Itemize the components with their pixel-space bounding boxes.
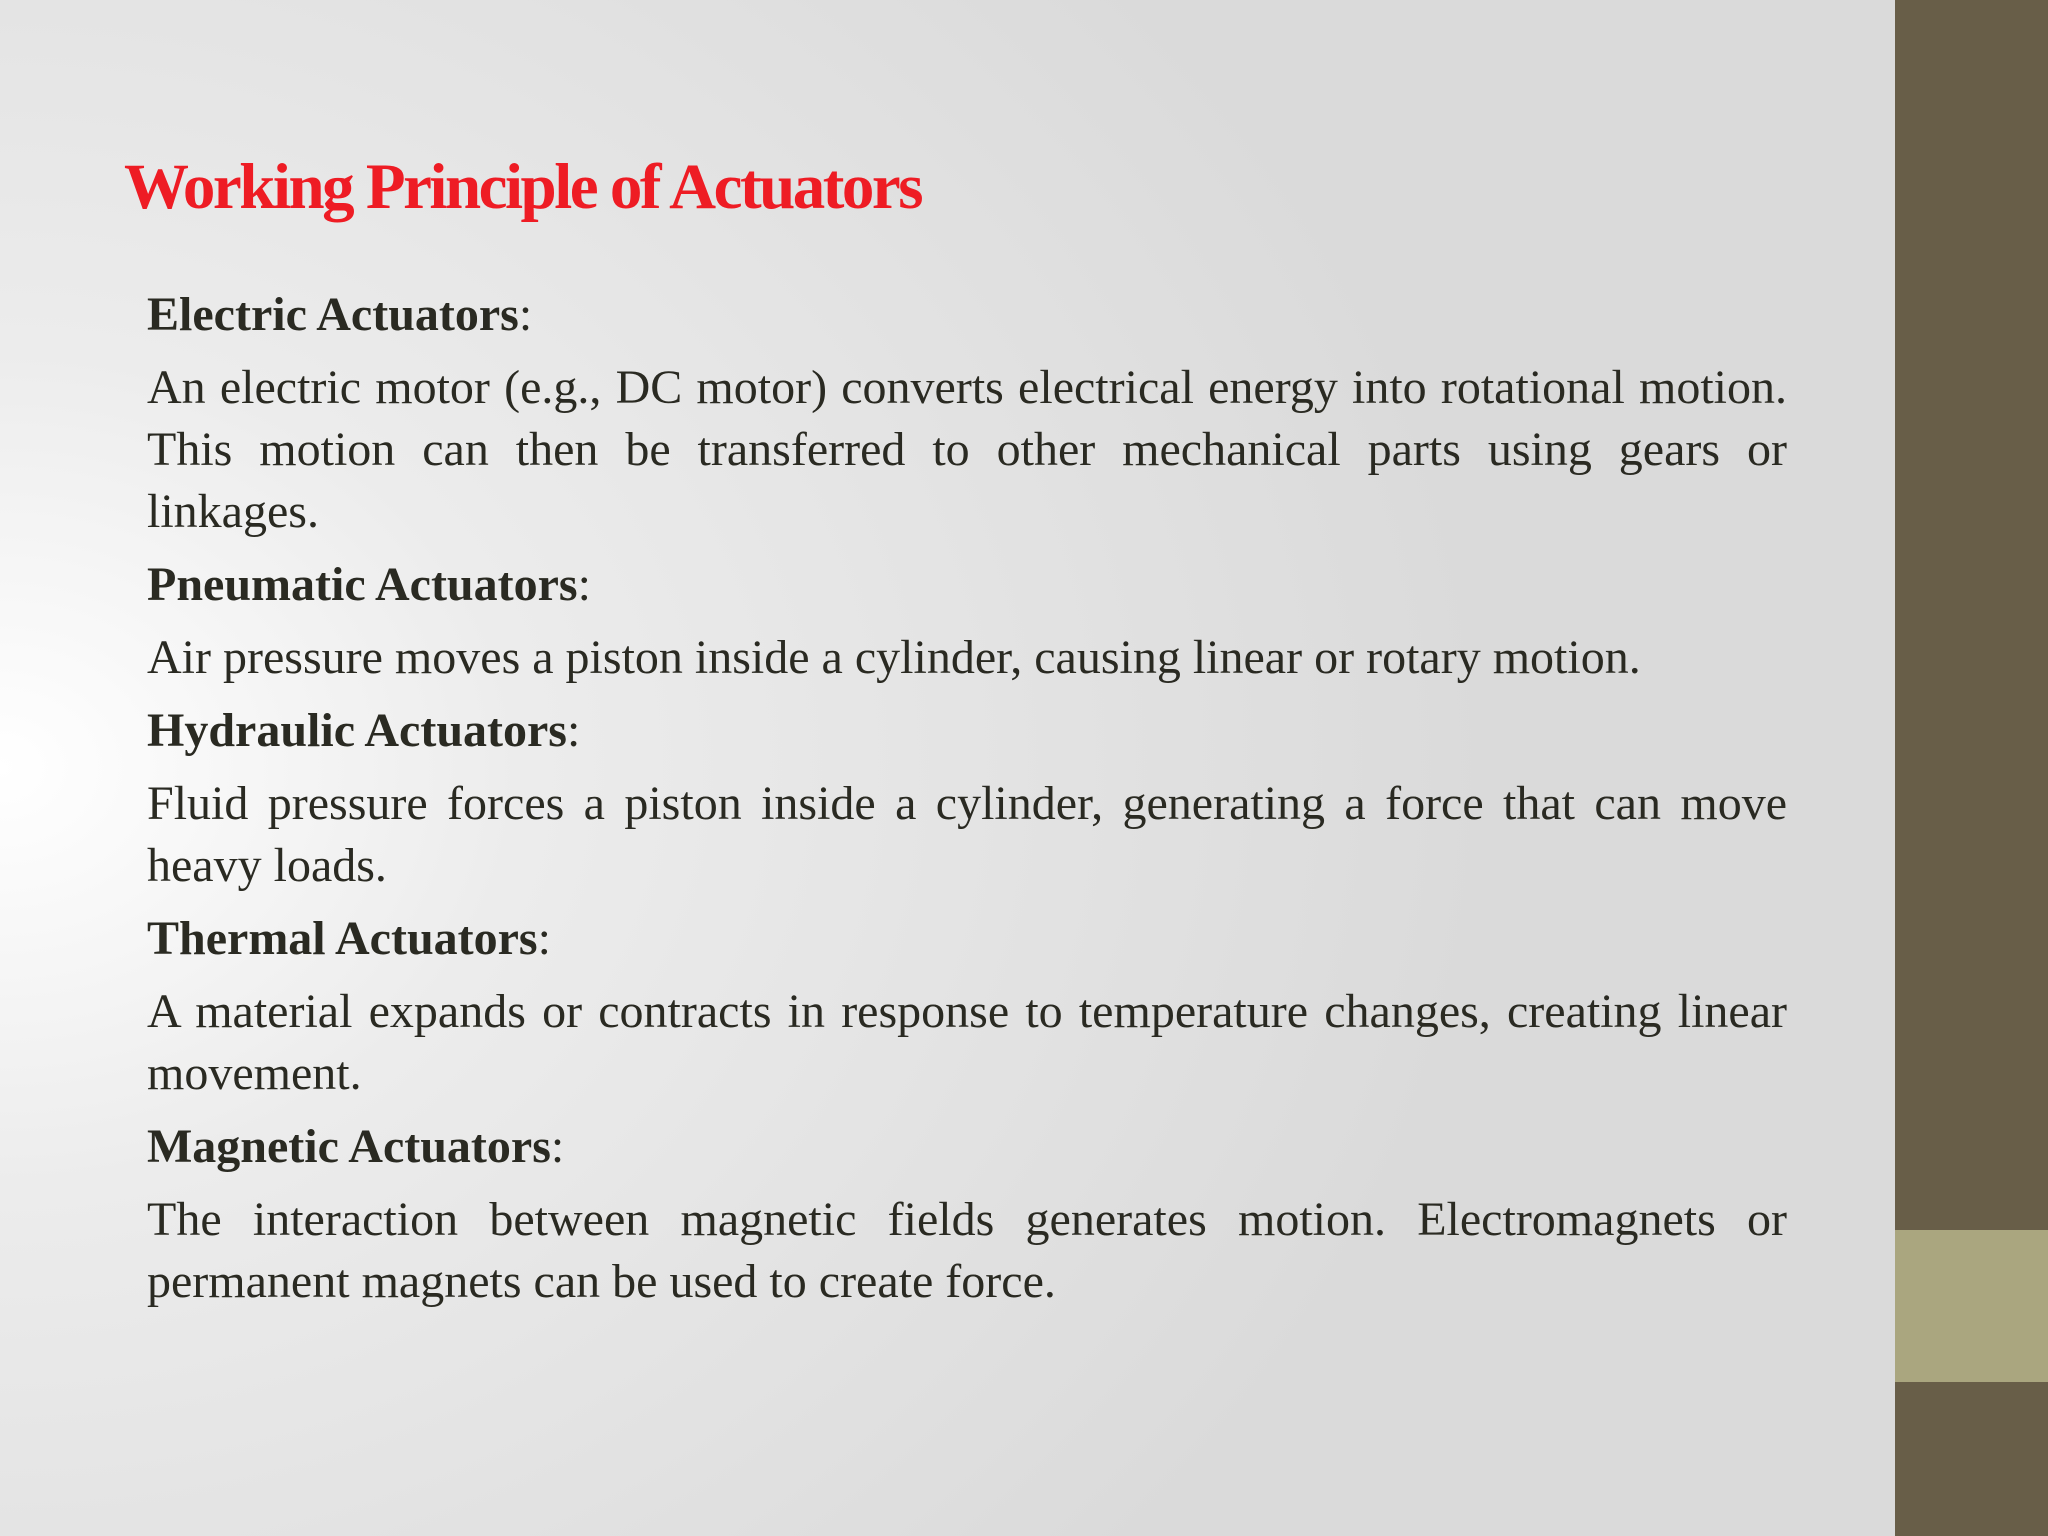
section-heading-electric	[147, 284, 1787, 346]
heading-colon: :	[537, 912, 551, 965]
section-text-thermal: A material expands or contracts in response to temperature changes, creating linear movement.	[147, 985, 1787, 1100]
section-heading-label: Hydraulic Actuators	[147, 704, 567, 757]
section-heading-label: Pneumatic Actuators	[147, 558, 578, 611]
section-text-hydraulic: Fluid pressure forces a piston inside a cylinder, generating a force that can move heavy loads.	[147, 777, 1787, 892]
section-text-magnetic: The interaction between magnetic fields generates motion. Electromagnets or permanent magnets can be used to create force.	[147, 1193, 1787, 1308]
section-heading-label: Magnetic Actuators	[147, 1120, 551, 1173]
section-text-pneumatic: Air pressure moves a piston inside a cylinder, causing linear or rotary motion.	[147, 631, 1641, 684]
decorative-side-accent	[1895, 1230, 2048, 1382]
section-heading-label: Electric Actuators	[147, 288, 519, 341]
section-heading-pneumatic	[147, 554, 1787, 616]
heading-colon: :	[518, 288, 533, 341]
section-text-electric: An electric motor (e.g., DC motor) converts electrical energy into rotational motion. This motion can then be transferred to other mechanical parts using gears or linkages.	[147, 361, 1787, 538]
heading-colon: :	[550, 1120, 565, 1173]
slide-title: Working Principle of Actuators	[124, 151, 922, 223]
heading-colon: :	[577, 558, 591, 611]
section-heading-label: Thermal Actuators	[147, 912, 538, 965]
section-heading-thermal	[147, 908, 1787, 970]
section-heading-hydraulic	[147, 700, 1787, 762]
slide-body	[147, 284, 1787, 1324]
heading-colon: :	[566, 704, 581, 757]
section-heading-magnetic	[147, 1116, 1787, 1178]
